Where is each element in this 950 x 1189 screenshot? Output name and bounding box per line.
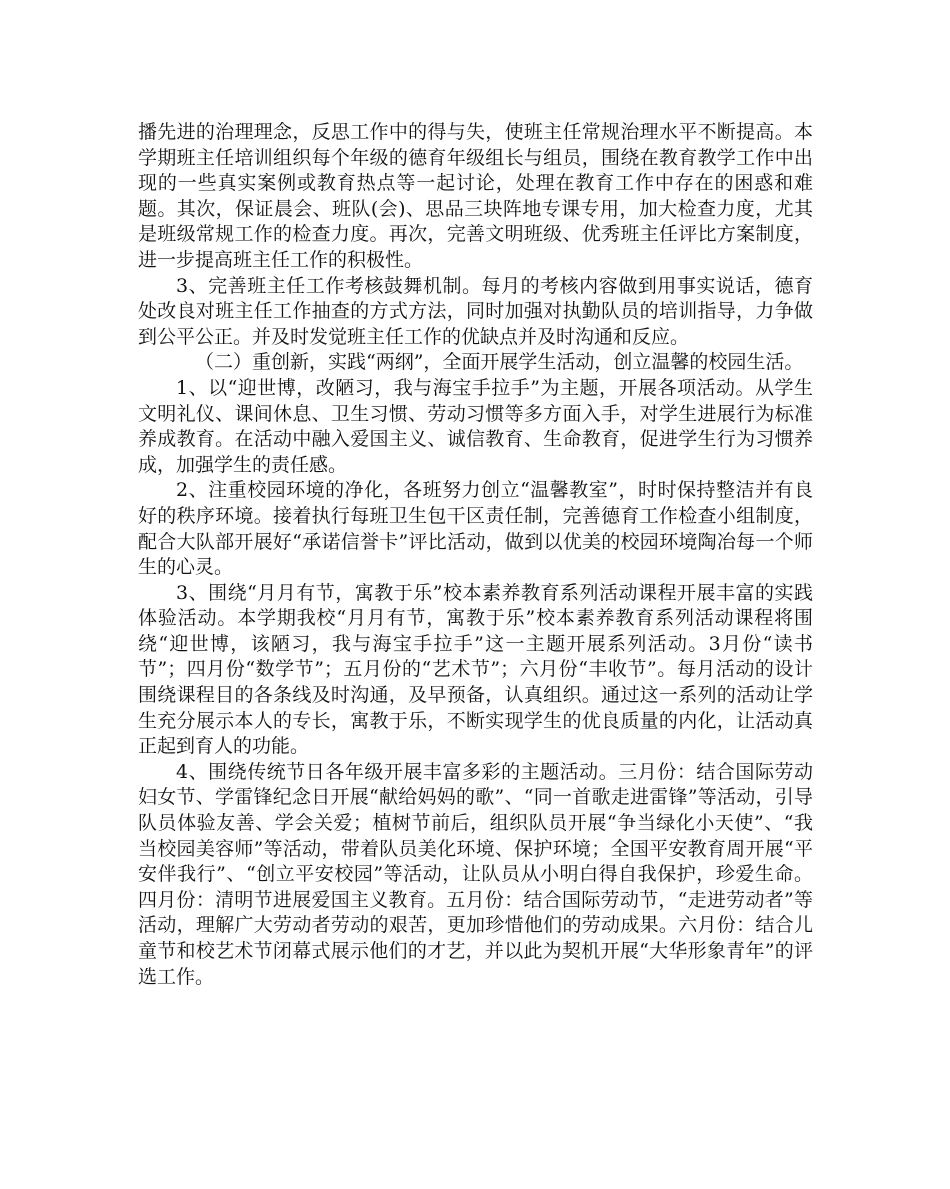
document-body	[138, 120, 813, 990]
paragraph-item-3-festivals: 3、围绕“月月有节，寓教于乐”校本素养教育系列活动课程开展丰富的实践体验活动。本学期我校“月月有节，寓教于乐”校本素养教育系列活动课程将围绕“迎世博，该陋习，我与海宝手拉手”这一主题开展系列活动。3月份“读书节”；四月份“数学节”；五月份的“艺术节”；六月份“丰收节”。每月活动的设计围绕课程目的各条线及时沟通，及早预备，认真组织。通过这一系列的活动让学生充分展示本人的专长，寓教于乐，不断实现学生的优良质量的内化，让活动真正起到育人的功能。	[138, 581, 813, 758]
paragraph-item-2-environment: 2、注重校园环境的净化，各班努力创立“温馨教室”，时时保持整洁并有良好的秩序环境。接着执行每班卫生包干区责任制，完善德育工作检查小组制度，配合大队部开展好“承诺信誉卡”评比活动，做到以优美的校园环境陶冶每一个师生的心灵。	[138, 479, 813, 579]
section-heading-2: （二）重创新，实践“两纲”，全面开展学生活动，创立温馨的校园生活。	[195, 351, 804, 374]
paragraph-item-3-assessment: 3、完善班主任工作考核鼓舞机制。每月的考核内容做到用事实说话，德育处改良对班主任工作抽查的方式方法，同时加强对执勤队员的培训指导，力争做到公平公正。并及时发觉班主任工作的优缺点并及时沟通和反应。	[138, 274, 813, 348]
paragraph-item-1-expo: 1、以“迎世博，改陋习，我与海宝手拉手”为主题，开展各项活动。从学生文明礼仪、课间休息、卫生习惯、劳动习惯等多方面入手，对学生进展行为标准养成教育。在活动中融入爱国主义、诚信教育、生命教育，促进学生行为习惯养成，加强学生的责任感。	[138, 376, 813, 476]
paragraph-item-4-traditional: 4、围绕传统节日各年级开展丰富多彩的主题活动。三月份：结合国际劳动妇女节、学雷锋纪念日开展“献给妈妈的歌”、“同一首歌走进雷锋”等活动，引导队员体验友善、学会关爱；植树节前后，组织队员开展“争当绿化小天使”、“我当校园美容师”等活动，带着队员美化环境、保护环境；全国平安教育周开展“平安伴我行”、“创立平安校园”等活动，让队员从小明白得自我保护，珍爱生命。四月份：清明节进展爱国主义教育。五月份：结合国际劳动节，“走进劳动者”等活动，理解广大劳动者劳动的艰苦，更加珍惜他们的劳动成果。六月份：结合儿童节和校艺术节闭幕式展示他们的才艺，并以此为契机开展“大华形象青年”的评选工作。	[138, 760, 813, 988]
paragraph-continuation: 播先进的治理理念，反思工作中的得与失，使班主任常规治理水平不断提高。本学期班主任培训组织每个年级的德育年级组长与组员，围绕在教育教学工作中出现的一些真实案例或教育热点等一起讨论，处理在教育工作中存在的困惑和难题。其次，保证晨会、班队(会)、思品三块阵地专课专用，加大检查力度，尤其是班级常规工作的检查力度。再次，完善文明班级、优秀班主任评比方案制度，进一步提高班主任工作的积极性。	[138, 121, 813, 271]
